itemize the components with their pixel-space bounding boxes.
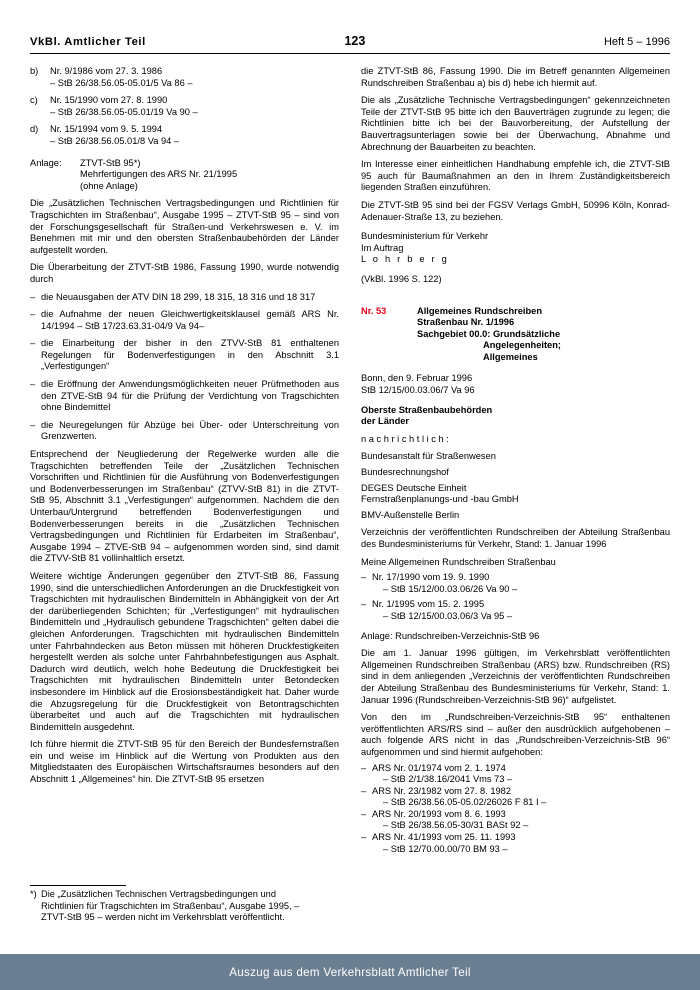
header-left-text: VkBl. Amtlicher Teil bbox=[30, 36, 146, 48]
list-item: – StB 26/38.56.05.01/8 Va 94 – bbox=[50, 135, 180, 146]
rundschreiben-heading bbox=[417, 306, 670, 364]
paragraph: Die Überarbeitung der ZTVT-StB 1986, Fassung 1990, wurde notwendig durch bbox=[30, 262, 339, 284]
recipient: Bundesrechnungshof bbox=[361, 467, 449, 478]
list-item-subline: – StB 12/15/00.03.06/3 Va 95 – bbox=[383, 610, 513, 621]
recipient: Bundesanstalt für Straßenwesen bbox=[361, 451, 496, 462]
list-item: – StB 26/38.56.05-05.01/5 Va 86 – bbox=[50, 77, 193, 88]
rundschreiben-title-line1: Allgemeines Rundschreiben bbox=[417, 305, 543, 316]
list-item-subline: – StB 26/38.56.05-05.02/26026 F 81 I – bbox=[383, 797, 547, 808]
signature-block bbox=[361, 231, 670, 266]
list-item: – die Neuausgaben der ATV DIN 18 299, 18 315, 18 316 und 18 317 bbox=[30, 291, 316, 302]
right-column bbox=[361, 66, 670, 924]
dash-marker: – bbox=[30, 338, 36, 349]
dash-marker: – bbox=[361, 808, 367, 819]
dash-marker: – bbox=[361, 832, 367, 843]
rundschreiben-title-line4: Angelegenheiten; bbox=[483, 340, 561, 351]
list-item: – die Neuregelungen für Abzüge bei Über- oder Unterschreitung von Grenzwerten. bbox=[30, 419, 339, 442]
list-item: b) Nr. 9/1986 vom 27. 3. 1986 bbox=[30, 66, 163, 76]
place-and-date: Bonn, den 9. Februar 1996 bbox=[361, 373, 473, 384]
header-divider bbox=[30, 53, 670, 54]
page-header bbox=[30, 34, 670, 53]
signature-name: L o h r b e r g bbox=[361, 254, 449, 265]
footer-text: Auszug aus dem Verkehrsblatt Amtlicher Teil bbox=[229, 965, 471, 979]
meine-ars-label: Meine Allgemeinen Rundschreiben Straßenbau bbox=[361, 556, 556, 567]
anlage-label: Anlage: bbox=[30, 157, 62, 168]
rundschreiben-title-line2: Straßenbau Nr. 1/1996 bbox=[417, 317, 515, 328]
anlage-value: ZTVT-StB 95*) bbox=[80, 157, 141, 168]
subject-text: Verzeichnis der veröffentlichten Rundschreiben der Abteilung Straßenbau des Bundesministeriums für Verkehr, Stand: 1. Januar 1996 bbox=[361, 527, 670, 549]
list-item: – die Eröffnung der Anwendungsmöglichkeiten neuer Prüfmethoden aus den ZTVE-StB 94 für die Prüfung der Verdichtung von Tragschichten ohne Bindemittel bbox=[30, 379, 339, 413]
rundschreiben-title-line5: Allgemeines bbox=[483, 351, 538, 362]
list-item-subline: – StB 2/1/38.16/2041 Vms 73 – bbox=[383, 774, 513, 785]
recipient: BMV-Außenstelle Berlin bbox=[361, 509, 460, 520]
list-item: – ARS Nr. 01/1974 vom 2. 1. 1974 bbox=[361, 762, 506, 773]
recipient: DEGES Deutsche Einheit bbox=[361, 482, 467, 493]
paragraph: Die als „Zusätzliche Technische Vertragsbedingungen“ gekennzeichneten Teile der ZTVT-StB 95 bitte ich den Bauverträgen zugrunde zu legen; die Richtlinien bitte ich bei der Bauvorbereitung, der Aufstellung der Bauvertragsunterlagen sowie bei der Überwachung, Abnahme und Abrechnung der Bauarbeiten zu beachten. bbox=[361, 95, 670, 152]
dash-marker: – bbox=[361, 762, 367, 773]
anlage-line: Anlage: Rundschreiben-Verzeichnis-StB 96 bbox=[361, 630, 540, 641]
signature-order: Im Auftrag bbox=[361, 242, 404, 253]
list-item: – Nr. 17/1990 vom 19. 9. 1990 bbox=[361, 572, 490, 583]
paragraph: die ZTVT-StB 86, Fassung 1990. Die im Betreff genannten Allgemeinen Rundschreiben Straßenbau a) bis d) hebe ich hiermit auf. bbox=[361, 66, 670, 88]
footnote-text: Die „Zusätzlichen Technischen Vertragsbedingungen und bbox=[41, 889, 276, 900]
list-item: – ARS Nr. 20/1993 vom 8. 6. 1993 bbox=[361, 808, 506, 819]
list-item: c) Nr. 15/1990 vom 27. 8. 1990 bbox=[30, 95, 168, 106]
footnote-marker: *) bbox=[30, 889, 37, 900]
paragraph: Von den im „Rundschreiben-Verzeichnis-StB 95“ enthaltenen veröffentlichten ARS/RS sind – außer den ausdrücklich aufgehobenen – auch folgende ARS nicht in das „Rundschreiben-Verzeichnis-StB 96“ aufgenommen und sind hiermit aufgehoben: bbox=[361, 712, 670, 757]
list-item: – ARS Nr. 41/1993 vom 25. 11. 1993 bbox=[361, 832, 516, 843]
footnote-divider bbox=[30, 885, 126, 886]
source-reference: (VkBl. 1996 S. 122) bbox=[361, 273, 442, 284]
paragraph: Die „Zusätzlichen Technischen Vertragsbedingungen und Richtlinien für Tragschichten im Straßenbau“, Ausgabe 1995 – ZTVT-StB 95 – sind von der Forschungsgesellschaft für Straßen-und Verkehrswesen e. V. im Benehmen mit mir und den obersten Straßenbaubehörden der Länder aufgestellt worden. bbox=[30, 198, 339, 255]
footnote-block bbox=[30, 885, 339, 924]
dash-marker: – bbox=[30, 379, 36, 390]
list-item-subline: – StB 15/12/00.03.06/26 Va 90 – bbox=[383, 583, 518, 594]
signature-authority: Bundesministerium für Verkehr bbox=[361, 231, 489, 242]
list-item: – StB 26/38.56.05-05.01/19 Va 90 – bbox=[50, 106, 198, 117]
paragraph: Ich führe hiermit die ZTVT-StB 95 für den Bereich der Bundesfernstraßen ein und weise im Hinblick auf die Wertung von Produkten aus den Mitgliedstaaten des Europäischen Wirtschaftsraumes besonders auf den Abschnitt 1 „Allgemeines“ hin. Die ZTVT-StB 95 ersetzen bbox=[30, 739, 339, 785]
list-item: – Nr. 1/1995 vom 15. 2. 1995 bbox=[361, 599, 485, 610]
rundschreiben-number: Nr. 53 bbox=[361, 305, 387, 316]
list-item-subline: – StB 12/70.00.00/70 BM 93 – bbox=[383, 843, 508, 854]
dash-marker: – bbox=[30, 419, 36, 430]
dash-marker: – bbox=[361, 599, 367, 610]
two-column-body bbox=[30, 66, 670, 924]
paragraph: Die ZTVT-StB 95 sind bei der FGSV Verlags GmbH, 50996 Köln, Konrad-Adenauer-Straße 13, zu beziehen. bbox=[361, 199, 670, 222]
rundschreiben-title-block bbox=[361, 306, 670, 364]
left-column bbox=[30, 66, 339, 924]
list-item: – die Aufnahme der neuen Gleichwertigkeitsklausel gemäß ARS Nr. 14/1994 – StB 17/23.63.31-04/9 Va 94– bbox=[30, 309, 339, 331]
paragraph: Entsprechend der Neugliederung der Regelwerke wurden alle die Tragschichten betreffenden Teile der „Zusätzlichen Technischen Vorschriften und Richtlinien für die Ausführung von Bodenverfestigungen und Bodenverbesserungen im Straßenbau“ (ZTVV-StB 81) in die ZTVT-StB 95, Abschnitt 3.1 „Verfestigungen“ aufgenommen. Nachdem die den Unterbau/Untergrund betreffenden Bodenverfestigungen und Bodenverbesserungen bereits in die „Zusätzlichen Technischen Vertragsbedingungen und Richtlinien für Erdarbeiten im Straßenbau“, Ausgabe 1994 – ZTVE-StB 94 – aufgenommen worden sind, sind damit die ZTVV-StB 81 vollinhaltlich ersetzt. bbox=[30, 449, 339, 564]
paragraph: Im Interesse einer einheitlichen Handhabung empfehle ich, die ZTVT-StB 95 auch für Baumaßnahmen an den in Ihrem Zuständigkeitsbereich liegenden Straßen einzuführen. bbox=[361, 159, 670, 193]
dash-marker: – bbox=[361, 785, 367, 796]
list-item: d) Nr. 15/1994 vom 9. 5. 1994 bbox=[30, 124, 163, 135]
anlage-value: (ohne Anlage) bbox=[80, 180, 138, 191]
nachrichtlich-label: n a c h r i c h t l i c h : bbox=[361, 433, 449, 444]
file-reference: StB 12/15/00.03.06/7 Va 96 bbox=[361, 385, 475, 396]
footnote-text: ZTVT-StB 95 – werden nicht im Verkehrsblatt veröffentlicht. bbox=[41, 912, 285, 923]
addressee-line-1: Oberste Straßenbaubehörden bbox=[361, 404, 493, 415]
page-number: 123 bbox=[344, 34, 366, 48]
anlage-value: Mehrfertigungen des ARS Nr. 21/1995 bbox=[80, 169, 238, 180]
header-right-text: Heft 5 – 1996 bbox=[603, 36, 670, 48]
rundschreiben-title-line3: Sachgebiet 00.0: Grundsätzliche bbox=[417, 328, 561, 339]
paragraph: Die am 1. Januar 1996 gültigen, im Verkehrsblatt veröffentlichten Allgemeinen Rundschreiben Straßenbau (ARS) bzw. Rundschreiben (RS) sind in dem anliegenden „Verzeichnis der veröffentlichten Rundschreiben der Abteilung Straßenbau des Bundesministeriums für Verkehr, Stand: 1. Januar 1996 (Rundschreiben-Verzeichnis-StB 96)“ aufgelistet. bbox=[361, 648, 670, 705]
dash-marker: – bbox=[361, 572, 367, 583]
dash-marker: – bbox=[30, 309, 36, 320]
list-item-subline: – StB 26/38.56.05-30/31 BASt 92 – bbox=[383, 820, 529, 831]
paragraph: Weitere wichtige Änderungen gegenüber den ZTVT-StB 86, Fassung 1990, sind die unterschiedlichen Anforderungen an die Druckfestigkeit von Tragschichten mit hydraulischen Bindemitteln in Abhängigkeit von der Art der darüberliegenden Schichten; für „Verfestigungen“ mit hydraulischen Bindemitteln und „Hydraulisch gebundene Tragschichten“ gelten dabei die gleichen Anforderungen. Tragschichten mit hydraulischen Bindemitteln unter Fahrbahndecken aus Beton müssen mit höheren Druckfestigkeiten hergestellt werden als solche unter Fahrbahnbefestigungen aus Asphalt. Dadurch wird deutlich, welch hohe Bedeutung die Druckfestigkeit bei Tragschichten mit hydraulischen Bindemitteln unter Betondecken insbesondere im Hinblick auf die Erosionsbeständigkeit hat. Daher wurde die Abzugsregelung für die Druckfestigkeit von Betontragschichten überarbeitet und auch auf die Tragschichten mit hydraulischen Bindemitteln ausgedehnt. bbox=[30, 570, 339, 732]
footnote-text: Richtlinien für Tragschichten im Straßenbau“, Ausgabe 1995, – bbox=[41, 900, 300, 911]
list-item: – die Einarbeitung der bisher in den ZTVV-StB 81 enthaltenen Regelungen für Bodenverfestigungen in den Abschnitt 3.1 „Verfestigungen“ bbox=[30, 338, 339, 372]
dash-marker: – bbox=[30, 291, 36, 302]
footer-banner bbox=[0, 954, 700, 990]
addressee-line-2: der Länder bbox=[361, 416, 410, 427]
anlage-row bbox=[30, 158, 339, 170]
list-item: – ARS Nr. 23/1982 vom 27. 8. 1982 bbox=[361, 785, 512, 796]
recipient: Fernstraßenplanungs-und -bau GmbH bbox=[361, 494, 519, 505]
